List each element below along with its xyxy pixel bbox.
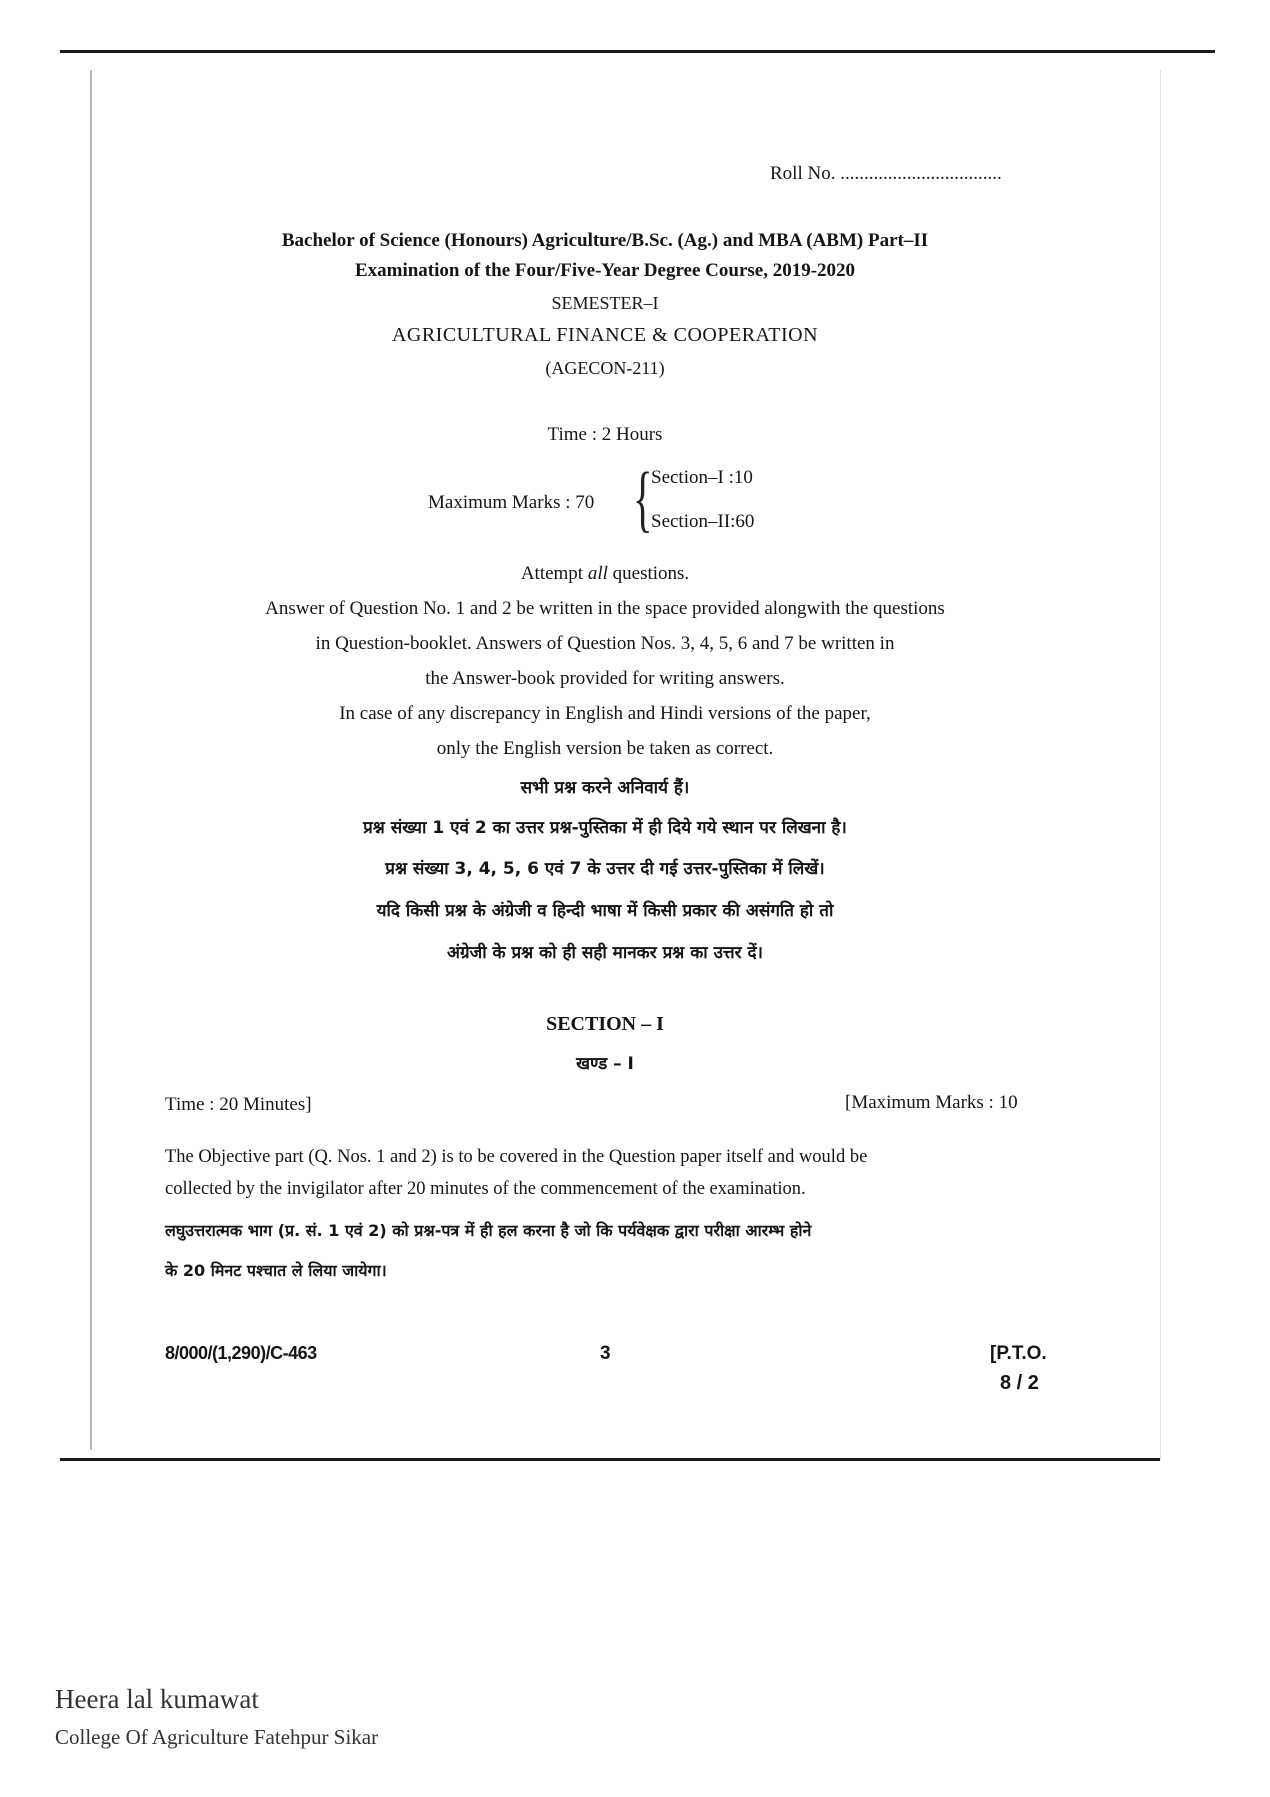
instruction-line: Answer of Question No. 1 and 2 be written in the space provided alongwith the questions <box>265 598 945 619</box>
instruction-line: only the English version be taken as correct. <box>436 738 774 759</box>
author-credit: Heera lal kumawat <box>55 1684 259 1714</box>
exam-time: Time : 2 Hours <box>547 424 663 445</box>
instruction-line: Attempt all questions. <box>520 563 690 584</box>
brace-icon: { <box>633 458 653 540</box>
section-max-marks: [Maximum Marks : 10 <box>845 1092 1018 1113</box>
section-title-hindi: खण्ड – I <box>576 1054 634 1074</box>
instruction-line: In case of any discrepancy in English and Hindi versions of the paper, <box>339 703 871 724</box>
examination-title: Examination of the Four/Five-Year Degree Course, 2019-2020 <box>354 260 856 281</box>
degree-title: Bachelor of Science (Honours) Agriculture/B.Sc. (Ag.) and MBA (ABM) Part–II <box>281 230 929 251</box>
course-code: (AGECON-211) <box>545 358 665 378</box>
sheet-number: 8 / 2 <box>1000 1372 1039 1394</box>
objective-note-hindi-line: लघुउत्तरात्मक भाग (प्र. सं. 1 एवं 2) को प्रश्न-पत्र में ही हल करना है जो कि पर्यवेक्षक द्वारा परीक्षा आरम्भ होने <box>165 1221 812 1240</box>
maximum-marks: Maximum Marks : 70 <box>428 492 595 513</box>
college-credit: College Of Agriculture Fatehpur Sikar <box>55 1725 379 1749</box>
section-time: Time : 20 Minutes] <box>165 1094 312 1115</box>
page-number: 3 <box>600 1343 611 1364</box>
top-rule <box>60 50 1215 53</box>
hindi-instruction-line: अंग्रेजी के प्रश्न को ही सही मानकर प्रश्न का उत्तर दें। <box>447 943 763 963</box>
objective-note-hindi-line: के 20 मिनट पश्चात ले लिया जायेगा। <box>165 1261 387 1280</box>
hindi-instruction-line: प्रश्न संख्या 1 एवं 2 का उत्तर प्रश्न-पुस्तिका में ही दिये गये स्थान पर लिखना है। <box>363 818 847 838</box>
section-2-marks: Section–II:60 <box>651 511 755 532</box>
instruction-line: in Question-booklet. Answers of Question Nos. 3, 4, 5, 6 and 7 be written in <box>315 633 895 654</box>
hindi-instruction-line: सभी प्रश्न करने अनिवार्य हैं। <box>520 778 690 798</box>
subject-title: AGRICULTURAL FINANCE & COOPERATION <box>391 324 819 346</box>
instruction-line: the Answer-book provided for writing answers. <box>425 668 785 689</box>
objective-note-line: collected by the invigilator after 20 minutes of the commencement of the examination. <box>165 1179 806 1199</box>
roll-number: Roll No. .................................. <box>770 163 1002 184</box>
semester: SEMESTER–I <box>551 293 659 313</box>
objective-note-line: The Objective part (Q. Nos. 1 and 2) is to be covered in the Question paper itself and would be <box>165 1147 868 1167</box>
section-1-marks: Section–I :10 <box>651 467 753 488</box>
section-title: SECTION – I <box>546 1013 664 1035</box>
paper-code: 8/000/(1,290)/C-463 <box>165 1343 317 1363</box>
hindi-instruction-line: प्रश्न संख्या 3, 4, 5, 6 एवं 7 के उत्तर दी गई उत्तर-पुस्तिका में लिखें। <box>385 859 825 879</box>
hindi-instruction-line: यदि किसी प्रश्न के अंग्रेजी व हिन्दी भाषा में किसी प्रकार की असंगति हो तो <box>376 901 834 921</box>
bottom-rule <box>60 1458 1160 1461</box>
pto-label: [P.T.O. <box>990 1343 1047 1364</box>
